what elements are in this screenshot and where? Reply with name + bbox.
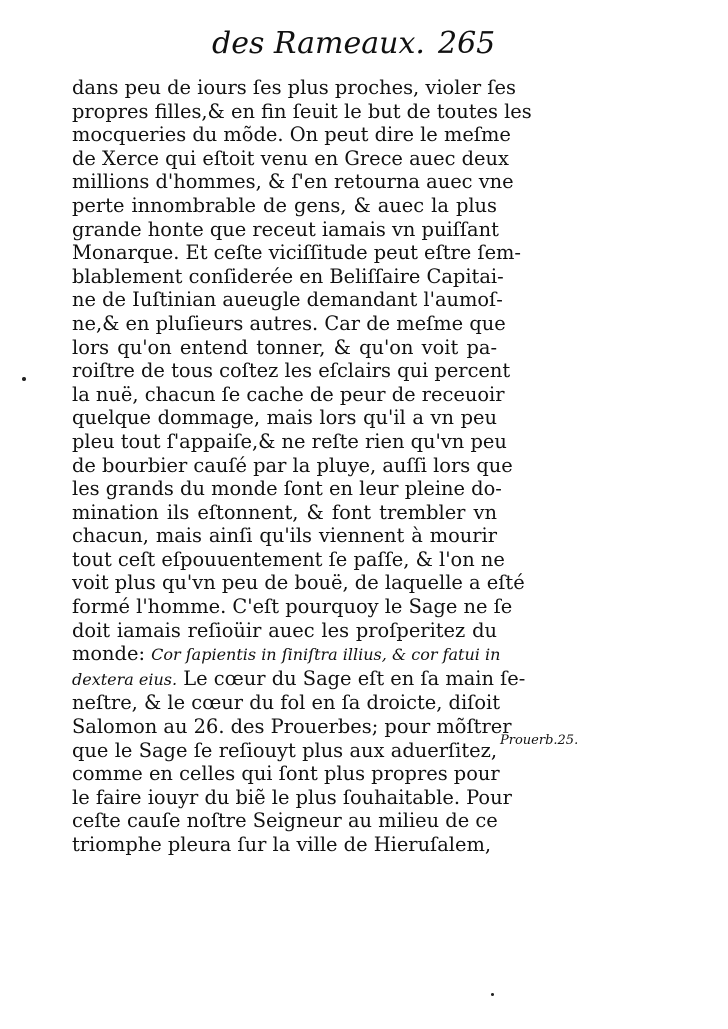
body-text [72, 76, 532, 857]
text-line: que le Sage ſe reſiouyt plus aux aduerſitez, [72, 738, 497, 762]
text-line: tout ceſt eſpouuentement ſe paſſe, & l'on ne [72, 547, 505, 571]
text-line: la nuë, chacun ſe cache de peur de receuoir [72, 382, 505, 406]
text-line: grande honte que receut iamais vn puiſſant [72, 217, 499, 241]
text-line: propres filles,& en fin ſeuit le but de toutes les [72, 99, 532, 123]
text-line: voit plus qu'vn peu de bouë, de laquelle a eſté [72, 571, 525, 595]
text-line: roiſtre de tous coſtez les eſclairs qui percent [72, 359, 511, 383]
text-line: Monarque. Et ceſte viciſſitude peut eſtre ſem- [72, 241, 521, 265]
running-title: des Rameaux. [212, 26, 425, 61]
text-line: les grands du monde ſont en leur pleine do- [72, 477, 502, 501]
text-line: formé l'homme. C'eſt pourquoy le Sage ne ſe [72, 595, 513, 619]
text-line-latin-end [72, 666, 526, 692]
text-line: le faire iouyr du biẽ le plus ſouhaitable. Pour [72, 785, 512, 809]
text-segment: monde: [72, 642, 152, 666]
text-line-latin-start [72, 642, 501, 667]
text-line: chacun, mais ainſi qu'ils viennent à mourir [72, 524, 497, 548]
text-line: millions d'hommes, & ſ'en retourna auec vne [72, 170, 514, 194]
text-line: ne,& en pluſieurs autres. Car de meſme que [72, 311, 506, 335]
text-line: doit iamais reſioüir auec les proſperitez du [72, 618, 497, 642]
text-line: ne de Iuſtinian aueugle demandant l'aumoſ- [72, 288, 503, 312]
page-number: 265 [438, 26, 496, 61]
text-line: mocqueries du mõde. On peut dire le meſme [72, 123, 511, 147]
latin-quote: Cor ſapientis in ſiniſtra illius, & cor fatui in [151, 645, 501, 665]
text-line: de Xerce qui eſtoit venu en Grece auec deux [72, 146, 509, 170]
text-line: blablement conſiderée en Beliſſaire Capitai- [72, 264, 504, 288]
text-line: perte innombrable de gens, & auec la plus [72, 193, 497, 217]
text-line: triomphe pleura ſur la ville de Hieruſalem, [72, 833, 492, 856]
text-line: comme en celles qui ſont plus propres pour [72, 762, 500, 786]
text-line: Salomon au 26. des Prouerbes; pour mõſtrer [72, 715, 512, 739]
ink-speck [22, 377, 26, 381]
text-line: lors qu'on entend tonner, & qu'on voit pa- [72, 335, 497, 359]
text-line: mination ils eſtonnent, & font trembler vn [72, 500, 497, 524]
text-line: quelque dommage, mais lors qu'il a vn peu [72, 406, 497, 430]
margin-note: Prouerb.25. [500, 733, 579, 748]
text-line: neſtre, & le cœur du fol en ſa droicte, diſoit [72, 691, 501, 715]
text-segment: Le cœur du Sage eſt en ſa main ſe- [177, 666, 526, 690]
latin-quote: dextera eius. [72, 669, 178, 689]
text-line: pleu tout ſ'appaiſe,& ne reſte rien qu'vn peu [72, 429, 507, 453]
ink-speck [491, 993, 494, 996]
text-line: de bourbier cauſé par la pluye, auſſi lors que [72, 453, 513, 477]
text-line: dans peu de iours ſes plus proches, violer ſes [72, 76, 516, 99]
text-line: ceſte cauſe noſtre Seigneur au milieu de ce [72, 809, 498, 833]
